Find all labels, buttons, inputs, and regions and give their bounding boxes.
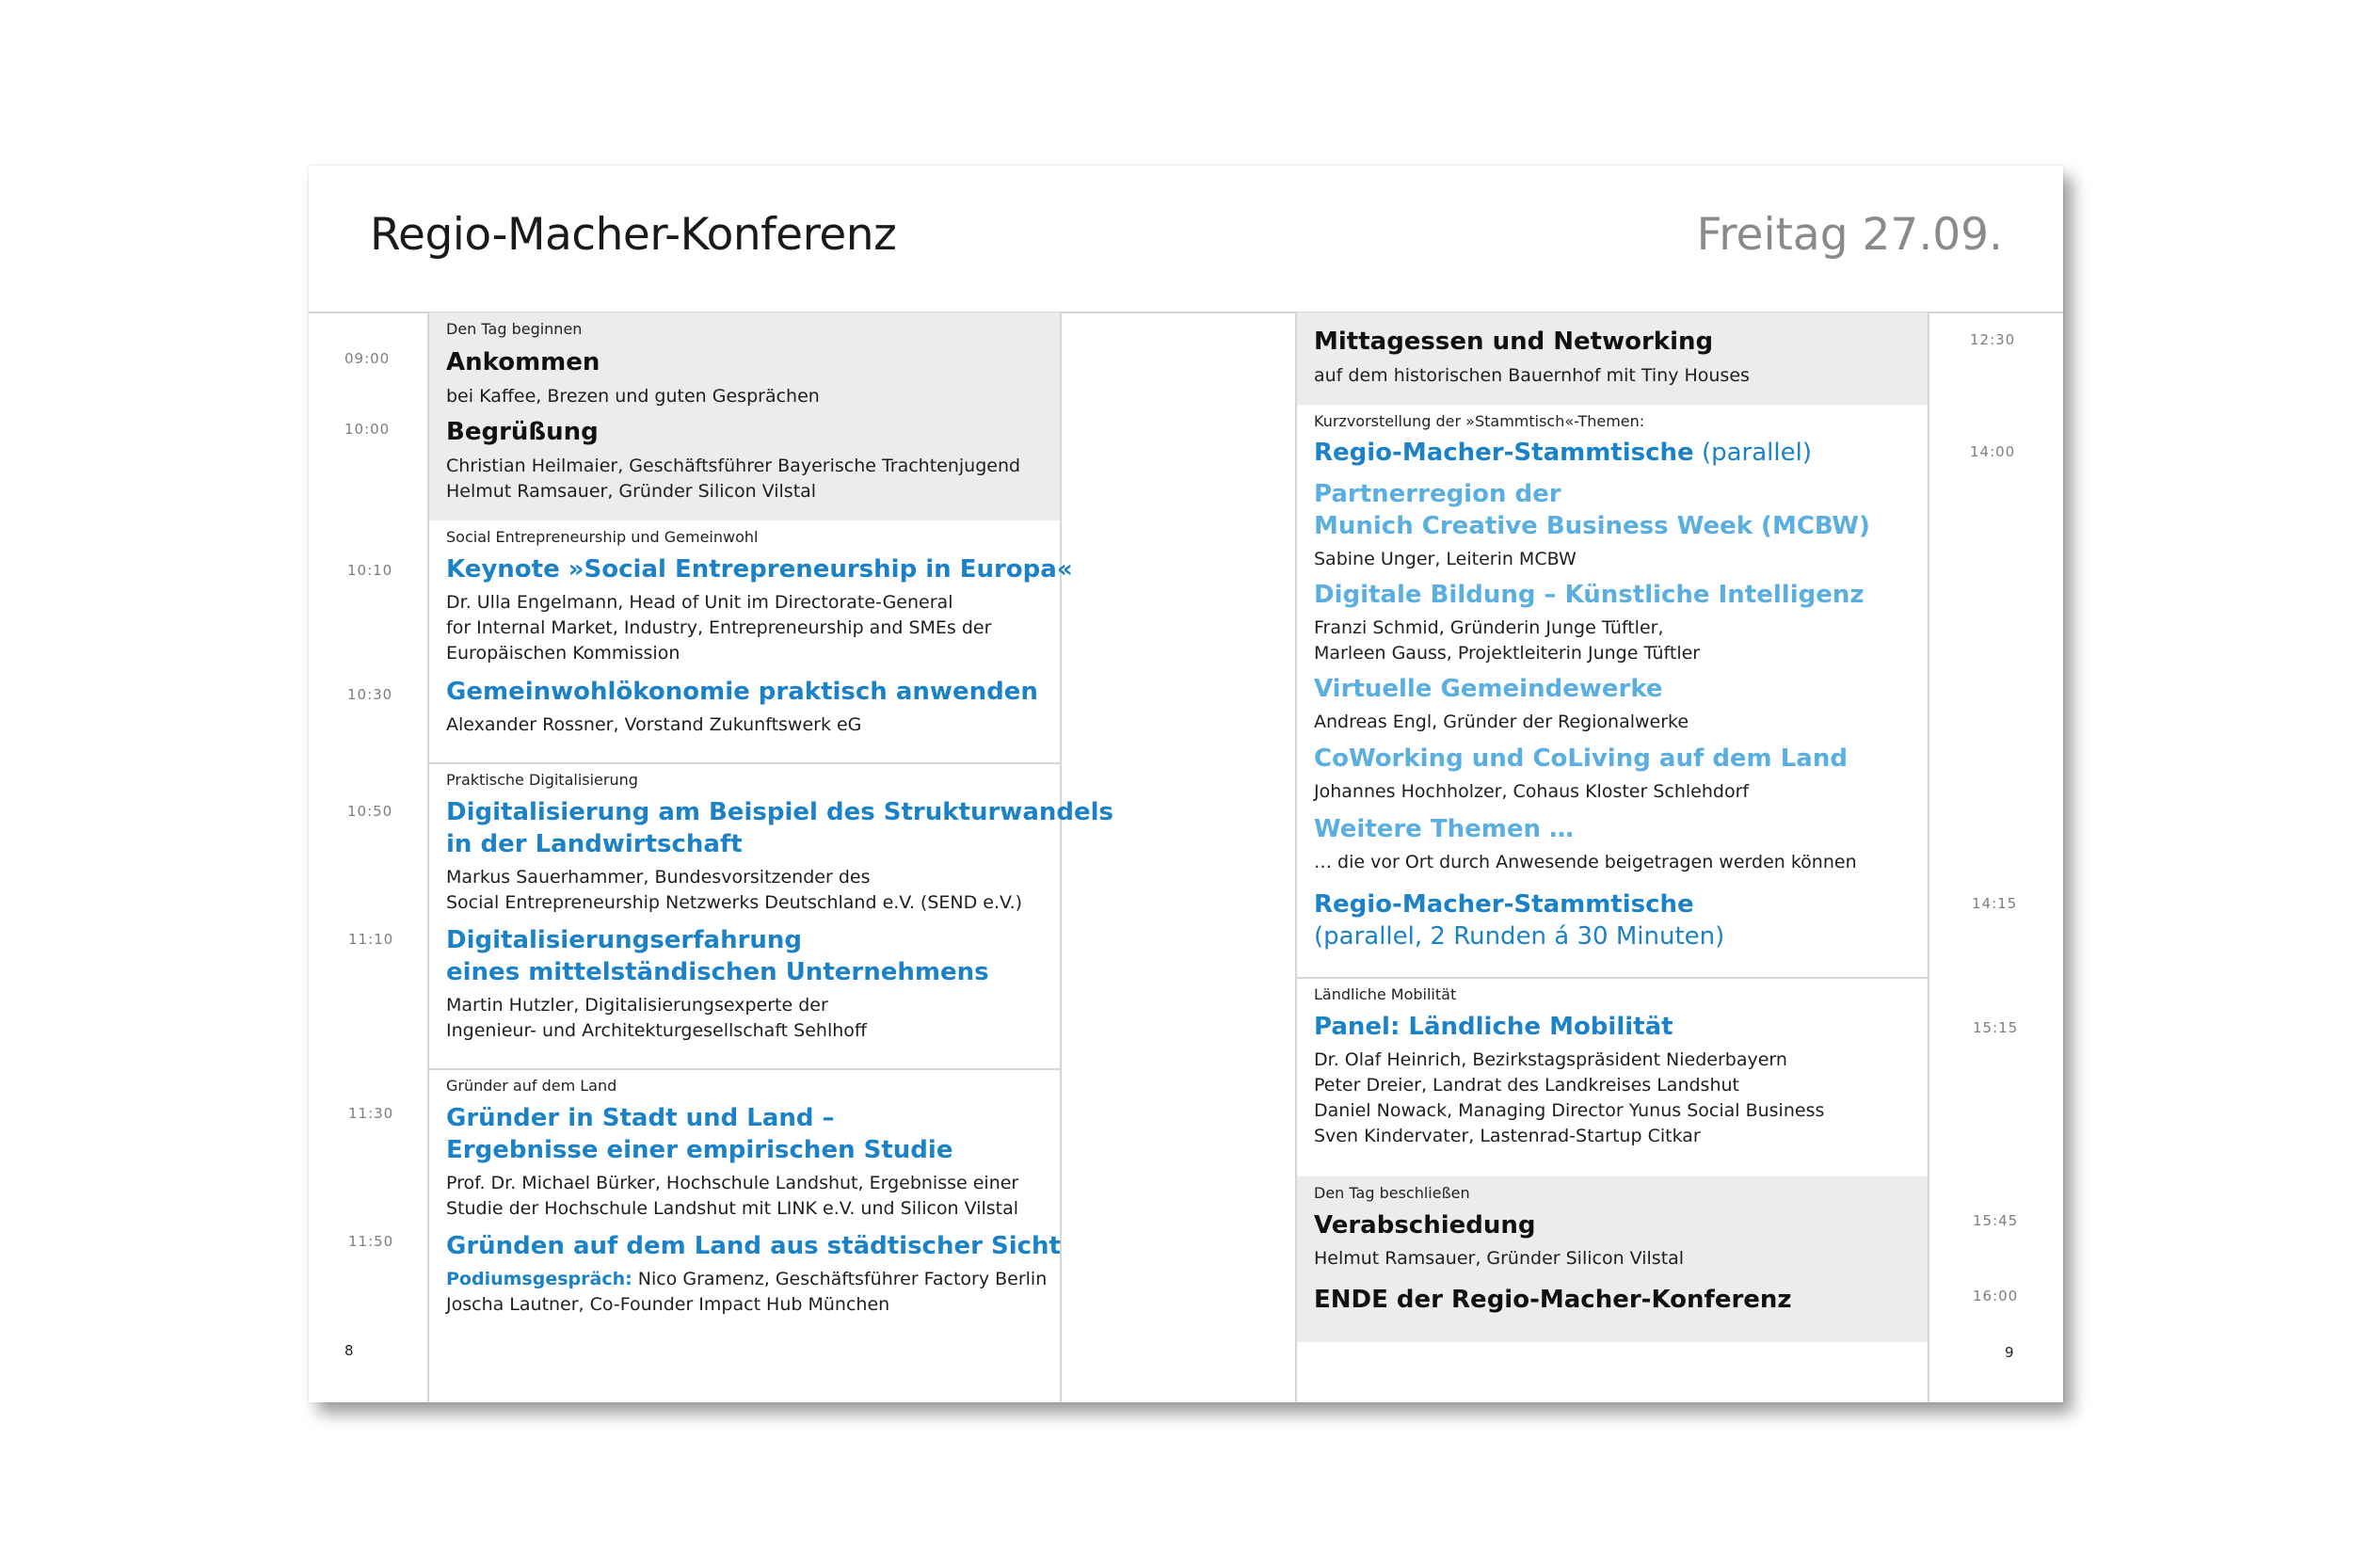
panel-label: Podiumsgespräch: [446, 1269, 632, 1289]
topic-text: Andreas Engl, Gründer der Regionalwerke [1314, 712, 1689, 732]
brochure-spread [309, 166, 2063, 1402]
session-text [446, 1267, 1047, 1292]
program-block-stammtisch [1297, 405, 1928, 977]
session-text: auf dem historischen Bauernhof mit Tiny Houses [1314, 365, 1750, 386]
session-text: Alexander Rossner, Vorstand Zukunftswerk eG [446, 714, 862, 735]
session-title: Ergebnisse einer empirischen Studie [446, 1136, 953, 1164]
time-label: 11:50 [348, 1233, 394, 1250]
session-text: Social Entrepreneurship Netzwerks Deutschland e.V. (SEND e.V.) [446, 892, 1023, 913]
session-text: Helmut Ramsauer, Gründer Silicon Vilstal [446, 481, 817, 502]
session-text: Studie der Hochschule Landshut mit LINK e.V. und Silicon Vilstal [446, 1198, 1019, 1219]
topic-text: Marleen Gauss, Projektleiterin Junge Tüftler [1314, 643, 1701, 664]
topic-text: Franzi Schmid, Gründerin Junge Tüftler, [1314, 617, 1664, 638]
left-program-column [429, 312, 1114, 1402]
session-title: Gründen auf dem Land aus städtischer Sicht [446, 1232, 1061, 1260]
session-title: Ankommen [446, 348, 600, 376]
topic-text: Sabine Unger, Leiterin MCBW [1314, 549, 1577, 569]
session-text: Joscha Lautner, Co-Founder Impact Hub München [446, 1294, 890, 1315]
time-label: 15:15 [1973, 1019, 2019, 1036]
time-label: 12:30 [1970, 331, 2016, 348]
session-text: Markus Sauerhammer, Bundesvorsitzender des [446, 867, 871, 888]
time-label: 10:10 [347, 562, 393, 579]
session-text: Prof. Dr. Michael Bürker, Hochschule Landshut, Ergebnisse einer [446, 1173, 1019, 1193]
time-label: 14:00 [1970, 443, 2016, 460]
time-label: 14:15 [1972, 895, 2018, 912]
topic-title: Digitale Bildung – Künstliche Intelligenz [1314, 581, 1865, 609]
time-label: 10:00 [344, 421, 391, 438]
block-category: Kurzvorstellung der »Stammtisch«-Themen: [1314, 412, 1645, 430]
session-text: Peter Dreier, Landrat des Landkreises Landshut [1314, 1075, 1739, 1096]
program-block-founders [429, 1069, 1060, 1352]
session-title: eines mittelständischen Unternehmens [446, 958, 989, 986]
topic-title: CoWorking und CoLiving auf dem Land [1314, 744, 1848, 773]
time-label: 10:30 [347, 686, 393, 703]
right-time-rule [1928, 312, 1929, 1402]
session-title: Keynote »Social Entrepreneurship in Europa« [446, 555, 1073, 584]
block-category: Den Tag beschließen [1314, 1184, 1470, 1202]
page-number: 8 [344, 1342, 354, 1359]
session-title: Verabschiedung [1314, 1211, 1536, 1240]
session-text: Daniel Nowack, Managing Director Yunus Social Business [1314, 1100, 1825, 1121]
session-text: for Internal Market, Industry, Entrepreneurship and SMEs der [446, 617, 992, 638]
session-title: Gemeinwohlökonomie praktisch anwenden [446, 678, 1038, 706]
session-text: Europäischen Kommission [446, 643, 680, 664]
session-text: Martin Hutzler, Digitalisierungsexperte der [446, 995, 828, 1016]
session-title: Panel: Ländliche Mobilität [1314, 1013, 1673, 1041]
page-title: Regio-Macher-Konferenz [370, 209, 897, 261]
block-category: Den Tag beginnen [446, 320, 583, 338]
session-title [1314, 437, 1812, 469]
topic-text: Johannes Hochholzer, Cohaus Kloster Schlehdorf [1314, 781, 1750, 802]
topic-title: Weitere Themen … [1314, 815, 1575, 843]
program-block-end [1297, 1176, 1928, 1342]
topic-title: Partnerregion der [1314, 480, 1561, 508]
session-text: Helmut Ramsauer, Gründer Silicon Vilstal [1314, 1248, 1685, 1269]
time-label: 16:00 [1973, 1288, 2019, 1304]
session-title: Regio-Macher-Stammtische [1314, 890, 1694, 919]
session-text: Dr. Ulla Engelmann, Head of Unit im Directorate-General [446, 592, 953, 613]
panel-speaker: Nico Gramenz, Geschäftsführer Factory Berlin [632, 1269, 1048, 1289]
session-title: in der Landwirtschaft [446, 830, 743, 858]
program-block-start [429, 312, 1060, 520]
program-block-lunch [1297, 312, 1928, 405]
page-number: 9 [2005, 1344, 2014, 1361]
block-category: Praktische Digitalisierung [446, 771, 638, 789]
session-title: ENDE der Regio-Macher-Konferenz [1314, 1286, 1792, 1314]
session-title: Begrüßung [446, 418, 599, 446]
block-category: Social Entrepreneurship und Gemeinwohl [446, 528, 759, 546]
session-title: Digitalisierung am Beispiel des Strukturwandels [446, 798, 1114, 826]
topic-title: Virtuelle Gemeindewerke [1314, 675, 1663, 703]
time-label: 10:50 [347, 803, 393, 820]
session-text: bei Kaffee, Brezen und guten Gesprächen [446, 386, 820, 407]
program-block-mobility [1297, 978, 1928, 1176]
right-program-column [1297, 312, 1928, 1402]
block-category: Gründer auf dem Land [446, 1077, 617, 1095]
session-text: Ingenieur- und Architekturgesellschaft Sehlhoff [446, 1020, 867, 1041]
session-title-note: (parallel) [1693, 439, 1812, 467]
block-category: Ländliche Mobilität [1314, 985, 1457, 1003]
session-text: Christian Heilmaier, Geschäftsführer Bayerische Trachtenjugend [446, 456, 1021, 476]
program-block-digital [429, 763, 1114, 1068]
session-title-bold: Regio-Macher-Stammtische [1314, 439, 1694, 467]
event-date: Freitag 27.09. [1696, 209, 2003, 261]
topic-text: … die vor Ort durch Anwesende beigetragen werden können [1314, 852, 1857, 872]
program-block-social [429, 520, 1073, 762]
time-label: 15:45 [1973, 1212, 2019, 1229]
session-title: Digitalisierungserfahrung [446, 926, 803, 954]
session-text: Sven Kindervater, Lastenrad-Startup Citkar [1314, 1126, 1701, 1146]
topic-title: Munich Creative Business Week (MCBW) [1314, 512, 1870, 540]
session-title-note: (parallel, 2 Runden á 30 Minuten) [1314, 922, 1725, 951]
session-title: Mittagessen und Networking [1314, 328, 1714, 356]
session-text: Dr. Olaf Heinrich, Bezirkstagspräsident Niederbayern [1314, 1049, 1787, 1070]
session-title: Gründer in Stadt und Land – [446, 1104, 835, 1132]
time-label: 11:30 [348, 1105, 394, 1122]
time-label: 09:00 [344, 350, 391, 367]
time-label: 11:10 [348, 931, 394, 948]
